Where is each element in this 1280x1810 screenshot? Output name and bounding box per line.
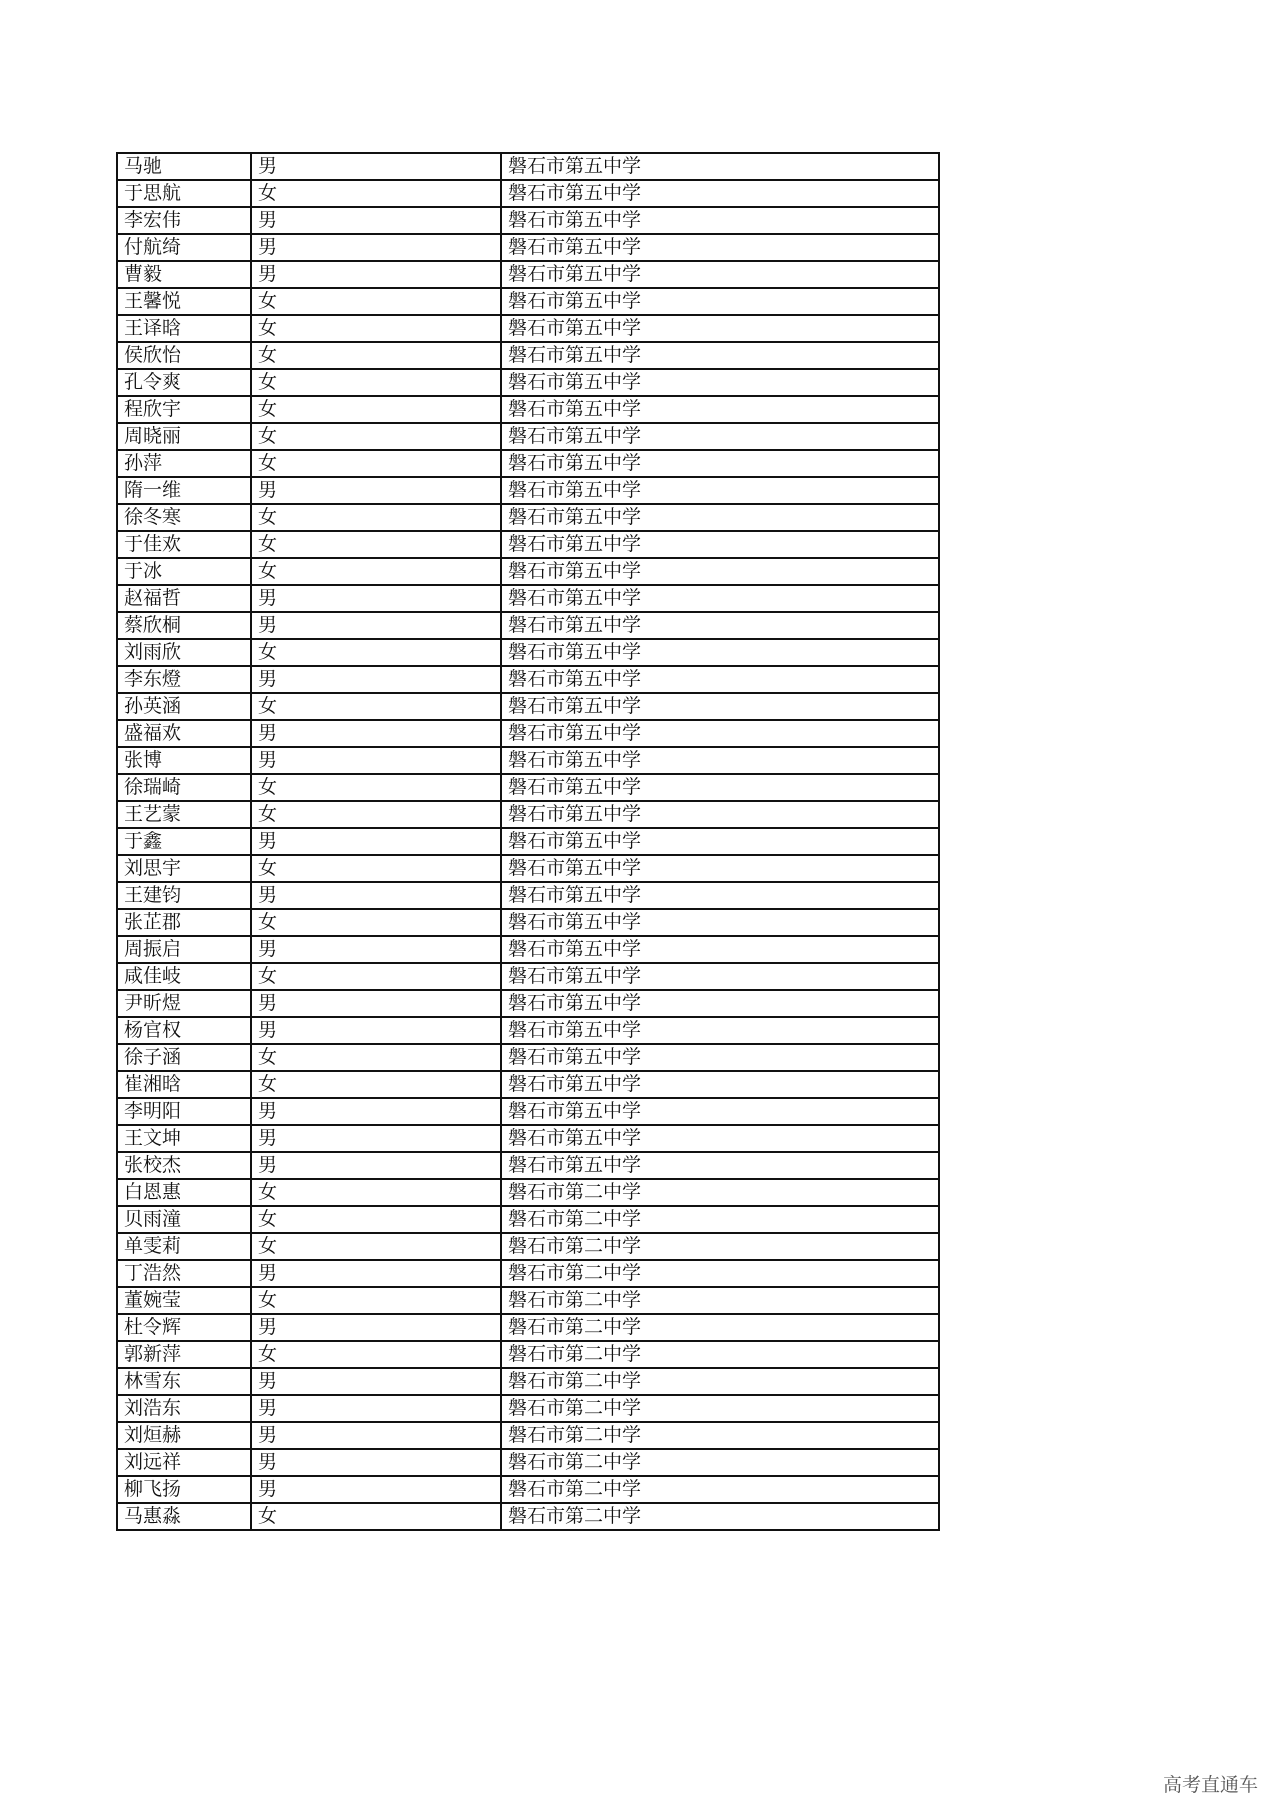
student-name-cell: 程欣宇 bbox=[117, 396, 251, 423]
school-cell: 磐石市第五中学 bbox=[501, 963, 939, 990]
table-row bbox=[117, 450, 939, 477]
table-row bbox=[117, 1395, 939, 1422]
student-name-cell: 贝雨潼 bbox=[117, 1206, 251, 1233]
school-cell: 磐石市第五中学 bbox=[501, 639, 939, 666]
table-row bbox=[117, 828, 939, 855]
student-name-cell: 李明阳 bbox=[117, 1098, 251, 1125]
school-cell: 磐石市第五中学 bbox=[501, 882, 939, 909]
table-row bbox=[117, 990, 939, 1017]
school-cell: 磐石市第五中学 bbox=[501, 342, 939, 369]
school-cell: 磐石市第二中学 bbox=[501, 1287, 939, 1314]
school-cell: 磐石市第五中学 bbox=[501, 180, 939, 207]
student-name-cell: 王建钧 bbox=[117, 882, 251, 909]
student-name-cell: 林雪东 bbox=[117, 1368, 251, 1395]
student-name-cell: 于鑫 bbox=[117, 828, 251, 855]
school-cell: 磐石市第二中学 bbox=[501, 1341, 939, 1368]
table-row bbox=[117, 1422, 939, 1449]
gender-cell: 男 bbox=[251, 1125, 501, 1152]
student-name-cell: 咸佳岐 bbox=[117, 963, 251, 990]
table-row bbox=[117, 207, 939, 234]
gender-cell: 女 bbox=[251, 369, 501, 396]
table-row bbox=[117, 261, 939, 288]
student-name-cell: 刘远祥 bbox=[117, 1449, 251, 1476]
student-name-cell: 丁浩然 bbox=[117, 1260, 251, 1287]
school-cell: 磐石市第五中学 bbox=[501, 504, 939, 531]
student-name-cell: 徐子涵 bbox=[117, 1044, 251, 1071]
student-name-cell: 于冰 bbox=[117, 558, 251, 585]
table-row bbox=[117, 558, 939, 585]
table-row bbox=[117, 423, 939, 450]
school-cell: 磐石市第五中学 bbox=[501, 909, 939, 936]
table-row bbox=[117, 1368, 939, 1395]
student-name-cell: 侯欣怡 bbox=[117, 342, 251, 369]
gender-cell: 男 bbox=[251, 747, 501, 774]
table-row bbox=[117, 882, 939, 909]
student-name-cell: 杨官权 bbox=[117, 1017, 251, 1044]
table-row bbox=[117, 1503, 939, 1530]
gender-cell: 女 bbox=[251, 1071, 501, 1098]
table-row bbox=[117, 774, 939, 801]
table-row bbox=[117, 234, 939, 261]
gender-cell: 女 bbox=[251, 1233, 501, 1260]
student-name-cell: 崔湘晗 bbox=[117, 1071, 251, 1098]
table-row bbox=[117, 1260, 939, 1287]
table-row bbox=[117, 720, 939, 747]
school-cell: 磐石市第五中学 bbox=[501, 828, 939, 855]
table-row bbox=[117, 396, 939, 423]
table-row bbox=[117, 477, 939, 504]
school-cell: 磐石市第五中学 bbox=[501, 315, 939, 342]
student-name-cell: 于佳欢 bbox=[117, 531, 251, 558]
school-cell: 磐石市第二中学 bbox=[501, 1314, 939, 1341]
table-row bbox=[117, 1449, 939, 1476]
table-row bbox=[117, 180, 939, 207]
table-row bbox=[117, 1287, 939, 1314]
school-cell: 磐石市第五中学 bbox=[501, 531, 939, 558]
school-cell: 磐石市第二中学 bbox=[501, 1395, 939, 1422]
gender-cell: 男 bbox=[251, 585, 501, 612]
student-name-cell: 刘思宇 bbox=[117, 855, 251, 882]
table-row bbox=[117, 342, 939, 369]
gender-cell: 男 bbox=[251, 261, 501, 288]
gender-cell: 男 bbox=[251, 990, 501, 1017]
gender-cell: 女 bbox=[251, 1287, 501, 1314]
table-row bbox=[117, 1017, 939, 1044]
school-cell: 磐石市第五中学 bbox=[501, 990, 939, 1017]
gender-cell: 男 bbox=[251, 666, 501, 693]
student-roster-table bbox=[116, 152, 940, 1531]
table-row bbox=[117, 1098, 939, 1125]
gender-cell: 女 bbox=[251, 909, 501, 936]
school-cell: 磐石市第五中学 bbox=[501, 1071, 939, 1098]
table-row bbox=[117, 1206, 939, 1233]
student-name-cell: 郭新萍 bbox=[117, 1341, 251, 1368]
student-name-cell: 徐冬寒 bbox=[117, 504, 251, 531]
table-row bbox=[117, 909, 939, 936]
gender-cell: 男 bbox=[251, 828, 501, 855]
table-row bbox=[117, 1044, 939, 1071]
gender-cell: 女 bbox=[251, 693, 501, 720]
table-row bbox=[117, 1341, 939, 1368]
table-row bbox=[117, 747, 939, 774]
table-row bbox=[117, 531, 939, 558]
student-name-cell: 单雯莉 bbox=[117, 1233, 251, 1260]
gender-cell: 女 bbox=[251, 531, 501, 558]
student-name-cell: 尹昕煜 bbox=[117, 990, 251, 1017]
student-name-cell: 王文坤 bbox=[117, 1125, 251, 1152]
school-cell: 磐石市第五中学 bbox=[501, 747, 939, 774]
school-cell: 磐石市第五中学 bbox=[501, 207, 939, 234]
school-cell: 磐石市第五中学 bbox=[501, 477, 939, 504]
table-row bbox=[117, 963, 939, 990]
school-cell: 磐石市第五中学 bbox=[501, 369, 939, 396]
gender-cell: 女 bbox=[251, 423, 501, 450]
gender-cell: 女 bbox=[251, 396, 501, 423]
student-name-cell: 周振启 bbox=[117, 936, 251, 963]
table-row bbox=[117, 801, 939, 828]
school-cell: 磐石市第五中学 bbox=[501, 558, 939, 585]
gender-cell: 女 bbox=[251, 315, 501, 342]
student-name-cell: 蔡欣桐 bbox=[117, 612, 251, 639]
school-cell: 磐石市第五中学 bbox=[501, 396, 939, 423]
gender-cell: 女 bbox=[251, 963, 501, 990]
student-name-cell: 徐瑞崎 bbox=[117, 774, 251, 801]
gender-cell: 男 bbox=[251, 153, 501, 180]
school-cell: 磐石市第二中学 bbox=[501, 1503, 939, 1530]
gender-cell: 男 bbox=[251, 1314, 501, 1341]
student-name-cell: 王译晗 bbox=[117, 315, 251, 342]
school-cell: 磐石市第五中学 bbox=[501, 234, 939, 261]
table-row bbox=[117, 504, 939, 531]
student-name-cell: 白恩惠 bbox=[117, 1179, 251, 1206]
school-cell: 磐石市第五中学 bbox=[501, 801, 939, 828]
gender-cell: 男 bbox=[251, 1260, 501, 1287]
gender-cell: 女 bbox=[251, 639, 501, 666]
student-name-cell: 孙萍 bbox=[117, 450, 251, 477]
school-cell: 磐石市第二中学 bbox=[501, 1206, 939, 1233]
student-name-cell: 马惠淼 bbox=[117, 1503, 251, 1530]
table-row bbox=[117, 639, 939, 666]
gender-cell: 女 bbox=[251, 288, 501, 315]
gender-cell: 女 bbox=[251, 1179, 501, 1206]
student-name-cell: 王艺蒙 bbox=[117, 801, 251, 828]
school-cell: 磐石市第五中学 bbox=[501, 612, 939, 639]
gender-cell: 男 bbox=[251, 1395, 501, 1422]
gender-cell: 男 bbox=[251, 1449, 501, 1476]
school-cell: 磐石市第二中学 bbox=[501, 1368, 939, 1395]
school-cell: 磐石市第五中学 bbox=[501, 1044, 939, 1071]
student-name-cell: 李东燈 bbox=[117, 666, 251, 693]
school-cell: 磐石市第二中学 bbox=[501, 1449, 939, 1476]
roster-body bbox=[117, 153, 939, 1530]
gender-cell: 男 bbox=[251, 1476, 501, 1503]
student-name-cell: 董婉莹 bbox=[117, 1287, 251, 1314]
school-cell: 磐石市第五中学 bbox=[501, 1152, 939, 1179]
gender-cell: 女 bbox=[251, 774, 501, 801]
gender-cell: 女 bbox=[251, 855, 501, 882]
gender-cell: 女 bbox=[251, 1044, 501, 1071]
student-name-cell: 付航绮 bbox=[117, 234, 251, 261]
student-name-cell: 孔令爽 bbox=[117, 369, 251, 396]
student-name-cell: 杜令辉 bbox=[117, 1314, 251, 1341]
table-row bbox=[117, 1476, 939, 1503]
gender-cell: 男 bbox=[251, 207, 501, 234]
school-cell: 磐石市第五中学 bbox=[501, 1098, 939, 1125]
table-row bbox=[117, 612, 939, 639]
school-cell: 磐石市第五中学 bbox=[501, 693, 939, 720]
gender-cell: 女 bbox=[251, 180, 501, 207]
gender-cell: 男 bbox=[251, 1098, 501, 1125]
gender-cell: 男 bbox=[251, 936, 501, 963]
gender-cell: 女 bbox=[251, 504, 501, 531]
table-row bbox=[117, 585, 939, 612]
table-row bbox=[117, 1314, 939, 1341]
student-name-cell: 孙英涵 bbox=[117, 693, 251, 720]
table-row bbox=[117, 369, 939, 396]
gender-cell: 男 bbox=[251, 1368, 501, 1395]
student-name-cell: 隋一维 bbox=[117, 477, 251, 504]
table-row bbox=[117, 1125, 939, 1152]
table-row bbox=[117, 693, 939, 720]
table-row bbox=[117, 855, 939, 882]
student-name-cell: 盛福欢 bbox=[117, 720, 251, 747]
gender-cell: 男 bbox=[251, 477, 501, 504]
student-name-cell: 刘雨欣 bbox=[117, 639, 251, 666]
table-row bbox=[117, 1233, 939, 1260]
student-name-cell: 马驰 bbox=[117, 153, 251, 180]
gender-cell: 女 bbox=[251, 558, 501, 585]
table-row bbox=[117, 1152, 939, 1179]
gender-cell: 女 bbox=[251, 1206, 501, 1233]
school-cell: 磐石市第五中学 bbox=[501, 450, 939, 477]
table-row bbox=[117, 153, 939, 180]
school-cell: 磐石市第五中学 bbox=[501, 666, 939, 693]
school-cell: 磐石市第五中学 bbox=[501, 261, 939, 288]
school-cell: 磐石市第五中学 bbox=[501, 153, 939, 180]
student-name-cell: 刘浩东 bbox=[117, 1395, 251, 1422]
student-name-cell: 王馨悦 bbox=[117, 288, 251, 315]
student-name-cell: 刘烜赫 bbox=[117, 1422, 251, 1449]
school-cell: 磐石市第五中学 bbox=[501, 1125, 939, 1152]
gender-cell: 男 bbox=[251, 1017, 501, 1044]
school-cell: 磐石市第五中学 bbox=[501, 288, 939, 315]
school-cell: 磐石市第五中学 bbox=[501, 720, 939, 747]
student-name-cell: 李宏伟 bbox=[117, 207, 251, 234]
student-name-cell: 赵福哲 bbox=[117, 585, 251, 612]
school-cell: 磐石市第五中学 bbox=[501, 855, 939, 882]
student-name-cell: 柳飞扬 bbox=[117, 1476, 251, 1503]
gender-cell: 男 bbox=[251, 720, 501, 747]
student-name-cell: 张博 bbox=[117, 747, 251, 774]
school-cell: 磐石市第二中学 bbox=[501, 1476, 939, 1503]
school-cell: 磐石市第五中学 bbox=[501, 423, 939, 450]
school-cell: 磐石市第二中学 bbox=[501, 1233, 939, 1260]
school-cell: 磐石市第五中学 bbox=[501, 1017, 939, 1044]
school-cell: 磐石市第五中学 bbox=[501, 774, 939, 801]
school-cell: 磐石市第五中学 bbox=[501, 585, 939, 612]
table-row bbox=[117, 1071, 939, 1098]
school-cell: 磐石市第二中学 bbox=[501, 1422, 939, 1449]
gender-cell: 女 bbox=[251, 1503, 501, 1530]
table-row bbox=[117, 666, 939, 693]
gender-cell: 男 bbox=[251, 1152, 501, 1179]
table-row bbox=[117, 288, 939, 315]
gender-cell: 女 bbox=[251, 1341, 501, 1368]
student-name-cell: 曹毅 bbox=[117, 261, 251, 288]
watermark-text: 高考直通车 bbox=[1162, 1774, 1258, 1796]
school-cell: 磐石市第五中学 bbox=[501, 936, 939, 963]
table-row bbox=[117, 315, 939, 342]
table-row bbox=[117, 1179, 939, 1206]
student-name-cell: 张芷郡 bbox=[117, 909, 251, 936]
gender-cell: 女 bbox=[251, 801, 501, 828]
gender-cell: 女 bbox=[251, 450, 501, 477]
gender-cell: 女 bbox=[251, 342, 501, 369]
student-name-cell: 张校杰 bbox=[117, 1152, 251, 1179]
table-row bbox=[117, 936, 939, 963]
gender-cell: 男 bbox=[251, 234, 501, 261]
gender-cell: 男 bbox=[251, 612, 501, 639]
student-name-cell: 于思航 bbox=[117, 180, 251, 207]
school-cell: 磐石市第二中学 bbox=[501, 1179, 939, 1206]
student-name-cell: 周晓丽 bbox=[117, 423, 251, 450]
school-cell: 磐石市第二中学 bbox=[501, 1260, 939, 1287]
gender-cell: 男 bbox=[251, 882, 501, 909]
gender-cell: 男 bbox=[251, 1422, 501, 1449]
